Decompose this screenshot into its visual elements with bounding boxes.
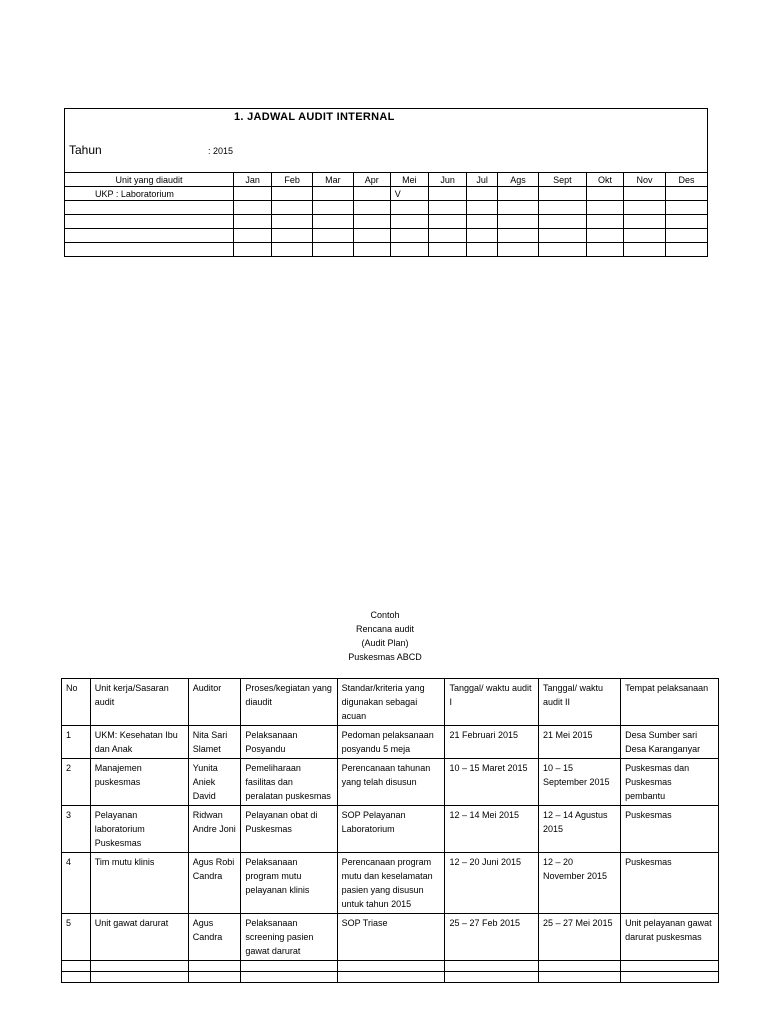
plan-cell: 12 – 20 Juni 2015 xyxy=(445,853,538,914)
schedule-header-cell: Unit yang diaudit xyxy=(65,173,234,187)
plan-cell xyxy=(337,961,445,972)
plan-cell xyxy=(62,972,91,983)
schedule-cell xyxy=(313,201,354,215)
plan-cell: Perencanaan tahunan yang telah disusun xyxy=(337,759,445,806)
schedule-cell xyxy=(234,215,272,229)
schedule-cell xyxy=(353,215,390,229)
plan-row xyxy=(62,726,719,759)
plan-row xyxy=(62,759,719,806)
plan-cell: 12 – 20 November 2015 xyxy=(538,853,620,914)
plan-cell: Ridwan Andre Joni xyxy=(188,806,241,853)
plan-heading-rencana: Rencana audit xyxy=(355,624,415,634)
schedule-cell xyxy=(390,201,428,215)
schedule-cell xyxy=(390,215,428,229)
plan-header-cell: Tanggal/ waktu audit I xyxy=(445,679,538,726)
plan-row xyxy=(62,961,719,972)
plan-header-cell: Auditor xyxy=(188,679,241,726)
schedule-cell xyxy=(586,229,623,243)
schedule-cell xyxy=(665,243,707,257)
schedule-cell xyxy=(65,201,234,215)
schedule-cell xyxy=(272,215,313,229)
plan-cell: Tim mutu klinis xyxy=(90,853,188,914)
plan-cell: Puskesmas xyxy=(621,806,719,853)
schedule-header-cell: Sept xyxy=(538,173,586,187)
schedule-cell xyxy=(586,187,623,201)
schedule-table xyxy=(64,172,708,257)
plan-cell: Yunita Aniek David xyxy=(188,759,241,806)
plan-cell xyxy=(337,972,445,983)
plan-cell xyxy=(188,961,241,972)
schedule-cell xyxy=(313,187,354,201)
plan-cell xyxy=(188,972,241,983)
plan-header-cell: Tanggal/ waktu audit II xyxy=(538,679,620,726)
plan-cell xyxy=(62,961,91,972)
plan-cell: 5 xyxy=(62,914,91,961)
schedule-header-cell: Jul xyxy=(467,173,498,187)
plan-cell: Pedoman pelaksanaan posyandu 5 meja xyxy=(337,726,445,759)
plan-row xyxy=(62,972,719,983)
schedule-cell xyxy=(538,215,586,229)
schedule-cell xyxy=(313,215,354,229)
plan-cell: Pelaksanaan screening pasien gawat darurat xyxy=(241,914,337,961)
schedule-cell: UKP : Laboratorium xyxy=(65,187,234,201)
schedule-row xyxy=(65,229,708,243)
schedule-header-row xyxy=(65,173,708,187)
plan-cell: Manajemen puskesmas xyxy=(90,759,188,806)
schedule-header-cell: Des xyxy=(665,173,707,187)
schedule-cell xyxy=(272,243,313,257)
schedule-cell xyxy=(313,243,354,257)
schedule-cell xyxy=(428,215,466,229)
schedule-cell xyxy=(313,229,354,243)
schedule-cell xyxy=(353,187,390,201)
schedule-cell xyxy=(467,243,498,257)
schedule-cell xyxy=(467,201,498,215)
schedule-cell xyxy=(428,229,466,243)
schedule-cell xyxy=(353,201,390,215)
schedule-cell: V xyxy=(390,187,428,201)
plan-cell xyxy=(621,972,719,983)
plan-cell xyxy=(241,961,337,972)
plan-cell: 21 Februari 2015 xyxy=(445,726,538,759)
schedule-cell xyxy=(467,187,498,201)
schedule-cell xyxy=(467,215,498,229)
plan-cell: Puskesmas dan Puskesmas pembantu xyxy=(621,759,719,806)
plan-cell: 21 Mei 2015 xyxy=(538,726,620,759)
schedule-cell xyxy=(665,187,707,201)
plan-cell: Puskesmas xyxy=(621,853,719,914)
schedule-cell xyxy=(467,229,498,243)
plan-cell: Pelaksanaan program mutu pelayanan klinis xyxy=(241,853,337,914)
schedule-cell xyxy=(624,215,666,229)
plan-cell: 10 – 15 Maret 2015 xyxy=(445,759,538,806)
schedule-header-cell: Jun xyxy=(428,173,466,187)
schedule-cell xyxy=(586,215,623,229)
plan-cell: 25 – 27 Feb 2015 xyxy=(445,914,538,961)
schedule-cell xyxy=(272,187,313,201)
plan-cell: 12 – 14 Mei 2015 xyxy=(445,806,538,853)
plan-row xyxy=(62,914,719,961)
plan-header-cell: No xyxy=(62,679,91,726)
plan-cell: SOP Triase xyxy=(337,914,445,961)
plan-cell: Agus Candra xyxy=(188,914,241,961)
schedule-cell xyxy=(65,215,234,229)
schedule-cell xyxy=(538,243,586,257)
schedule-cell xyxy=(428,243,466,257)
plan-cell xyxy=(538,972,620,983)
schedule-cell xyxy=(234,187,272,201)
plan-header-row xyxy=(62,679,719,726)
plan-header-cell: Proses/kegiatan yang diaudit xyxy=(241,679,337,726)
plan-cell: Pelayanan obat di Puskesmas xyxy=(241,806,337,853)
schedule-header-cell: Apr xyxy=(353,173,390,187)
plan-heading-puskesmas: Puskesmas ABCD xyxy=(348,652,422,662)
plan-cell: 25 – 27 Mei 2015 xyxy=(538,914,620,961)
schedule-cell xyxy=(665,229,707,243)
schedule-cell xyxy=(498,187,539,201)
plan-cell: SOP Pelayanan Laboratorium xyxy=(337,806,445,853)
schedule-header-cell: Ags xyxy=(498,173,539,187)
schedule-cell xyxy=(272,229,313,243)
plan-heading-audit-plan: (Audit Plan) xyxy=(361,638,409,648)
schedule-cell xyxy=(586,201,623,215)
plan-cell: 1 xyxy=(62,726,91,759)
plan-header-cell: Tempat pelaksanaan xyxy=(621,679,719,726)
plan-cell: Unit gawat darurat xyxy=(90,914,188,961)
plan-header-cell: Standar/kriteria yang digunakan sebagai acuan xyxy=(337,679,445,726)
schedule-cell xyxy=(498,215,539,229)
schedule-cell xyxy=(538,201,586,215)
schedule-row xyxy=(65,187,708,201)
schedule-cell xyxy=(234,201,272,215)
plan-cell xyxy=(621,961,719,972)
schedule-row xyxy=(65,243,708,257)
plan-row xyxy=(62,853,719,914)
schedule-cell xyxy=(353,243,390,257)
plan-cell: Agus Robi Candra xyxy=(188,853,241,914)
schedule-header-cell: Nov xyxy=(624,173,666,187)
schedule-cell xyxy=(272,201,313,215)
schedule-cell xyxy=(234,229,272,243)
schedule-cell xyxy=(624,229,666,243)
plan-cell: 4 xyxy=(62,853,91,914)
schedule-cell xyxy=(538,187,586,201)
plan-cell: 12 – 14 Agustus 2015 xyxy=(538,806,620,853)
plan-cell: UKM: Kesehatan Ibu dan Anak xyxy=(90,726,188,759)
schedule-header-cell: Okt xyxy=(586,173,623,187)
schedule-cell xyxy=(353,229,390,243)
plan-heading-contoh: Contoh xyxy=(370,610,400,620)
plan-cell: Nita Sari Slamet xyxy=(188,726,241,759)
schedule-cell xyxy=(428,187,466,201)
plan-cell: 2 xyxy=(62,759,91,806)
schedule-cell xyxy=(538,229,586,243)
schedule-cell xyxy=(624,187,666,201)
plan-cell xyxy=(90,961,188,972)
plan-cell: Pemeliharaan fasilitas dan peralatan puskesmas xyxy=(241,759,337,806)
schedule-cell xyxy=(498,229,539,243)
schedule-cell xyxy=(665,201,707,215)
plan-cell xyxy=(445,972,538,983)
plan-cell xyxy=(90,972,188,983)
schedule-row xyxy=(65,215,708,229)
schedule-cell xyxy=(390,229,428,243)
tahun-label: Tahun xyxy=(69,143,102,157)
schedule-cell xyxy=(65,243,234,257)
plan-cell: Pelayanan laboratorium Puskesmas xyxy=(90,806,188,853)
schedule-header-cell: Jan xyxy=(234,173,272,187)
schedule-header-cell: Feb xyxy=(272,173,313,187)
schedule-header-cell: Mar xyxy=(313,173,354,187)
audit-plan-table xyxy=(61,678,719,983)
plan-row xyxy=(62,806,719,853)
schedule-row xyxy=(65,201,708,215)
schedule-cell xyxy=(624,201,666,215)
schedule-cell xyxy=(390,243,428,257)
plan-cell xyxy=(445,961,538,972)
jadwal-title: 1. JADWAL AUDIT INTERNAL xyxy=(234,111,395,123)
schedule-cell xyxy=(665,215,707,229)
plan-cell: Pelaksanaan Posyandu xyxy=(241,726,337,759)
schedule-header-cell: Mei xyxy=(390,173,428,187)
plan-cell: Unit pelayanan gawat darurat puskesmas xyxy=(621,914,719,961)
schedule-cell xyxy=(498,243,539,257)
plan-header-cell: Unit kerja/Sasaran audit xyxy=(90,679,188,726)
schedule-cell xyxy=(586,243,623,257)
plan-cell xyxy=(538,961,620,972)
plan-cell: 3 xyxy=(62,806,91,853)
plan-cell xyxy=(241,972,337,983)
plan-cell: Perencanaan program mutu dan keselamatan pasien yang disusun untuk tahun 2015 xyxy=(337,853,445,914)
schedule-cell xyxy=(428,201,466,215)
plan-cell: Desa Sumber sari Desa Karanganyar xyxy=(621,726,719,759)
plan-cell: 10 – 15 September 2015 xyxy=(538,759,620,806)
schedule-cell xyxy=(624,243,666,257)
schedule-cell xyxy=(234,243,272,257)
schedule-cell xyxy=(498,201,539,215)
schedule-cell xyxy=(65,229,234,243)
tahun-value: : 2015 xyxy=(208,146,234,156)
